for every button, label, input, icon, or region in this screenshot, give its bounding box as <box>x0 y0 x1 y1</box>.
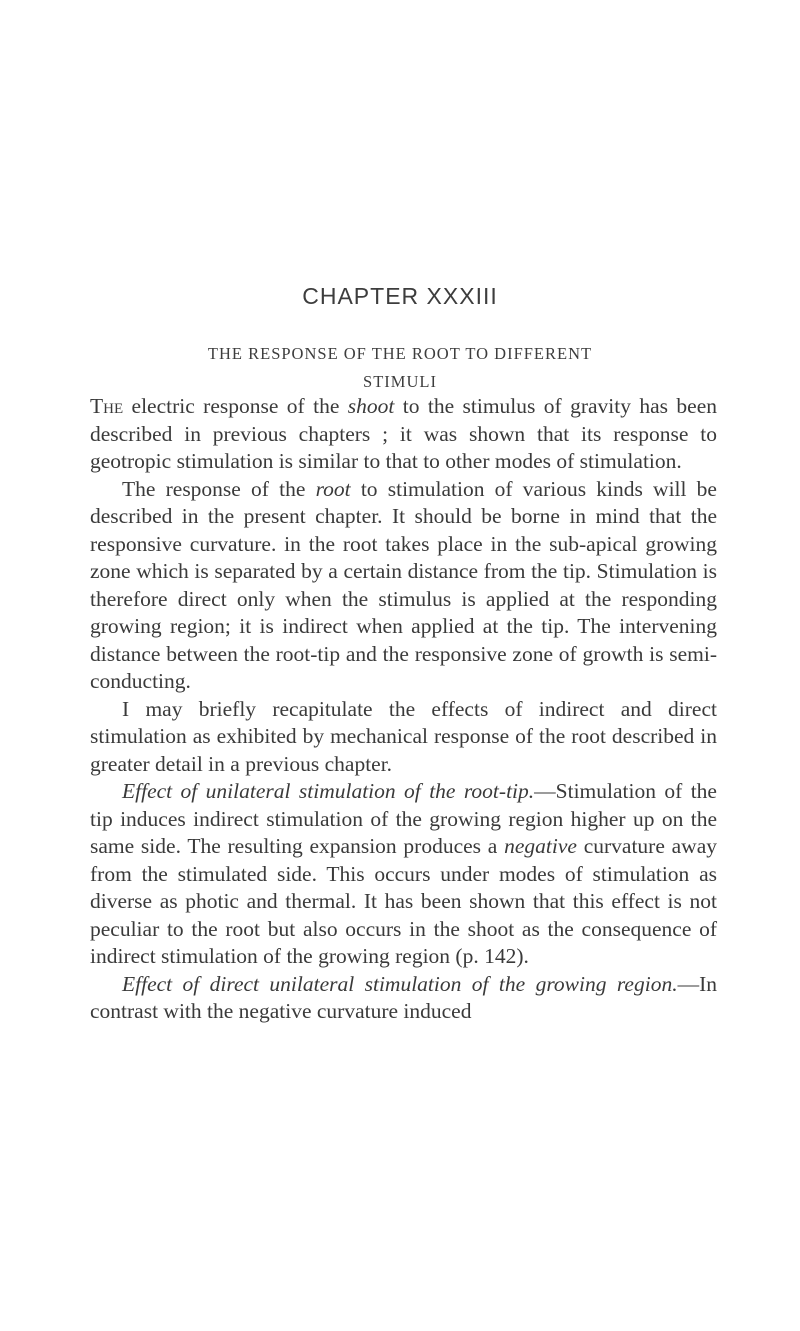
paragraph-2-text-a: The response of the <box>122 476 316 501</box>
paragraph-3-text: I may briefly recapitulate the effects of indirect and direct stimulation as exhibited by mechanical response of the root described in greater detail in a previous chapter. <box>90 696 717 776</box>
section-title-line-2: STIMULI <box>363 372 437 391</box>
paragraph-4-text-b: curvature away from the stimulated side. This occurs under modes of stimulation as diverse as photic and thermal. It has been shown that this effect is not peculiar to the root but also occurs in the shoot as the consequence of indirect stimulation of the growing region (p. 142). <box>90 834 717 968</box>
section-title-line-1: THE RESPONSE OF THE ROOT TO DIFFERENT <box>207 344 593 363</box>
paragraph-5 <box>90 971 717 1026</box>
paragraph-2-emphasis: root <box>315 476 351 501</box>
paragraph-4 <box>90 778 717 971</box>
section-title <box>0 340 800 396</box>
paragraph-2 <box>90 476 717 696</box>
paragraph-1-text-b: to the stimulus of gravity has been described in previous chapters ; it was shown that its response to geotropic stimulation is similar to that to other modes of stimulation. <box>90 394 717 473</box>
paragraph-1-lead: The <box>90 394 124 418</box>
paragraph-5-heading: Effect of direct unilateral stimulation of the growing region. <box>122 971 678 996</box>
paragraph-1-emphasis: shoot <box>347 394 395 418</box>
paragraph-2-text-b: to stimulation of various kinds will be described in the present chapter. It should be borne in mind that the responsive curvature. in the root takes place in the sub-apical growing zone which is separated by a certain distance from the tip. Stimulation is therefore direct only when the stimulus is applied at the responding growing region; it is indirect when applied at the tip. The intervening distance between the root-tip and the responsive zone of growth is semi-conducting. <box>90 476 717 693</box>
paragraph-1 <box>90 393 717 476</box>
chapter-title: CHAPTER XXXIII <box>302 283 498 309</box>
paragraph-4-heading: Effect of unilateral stimulation of the root-tip. <box>122 779 535 803</box>
paragraph-1-text-a: electric response of the <box>123 394 348 418</box>
paragraph-4-text-a: —Stimulation of the tip induces indirect stimulation of the growing region higher up on the same side. The resulting expansion produces a <box>90 779 717 858</box>
paragraph-4-emphasis: negative <box>504 834 577 858</box>
body-text <box>90 393 717 1026</box>
paragraph-3 <box>90 696 717 779</box>
paragraph-5-text: —In contrast with the negative curvature induced <box>90 971 717 1023</box>
